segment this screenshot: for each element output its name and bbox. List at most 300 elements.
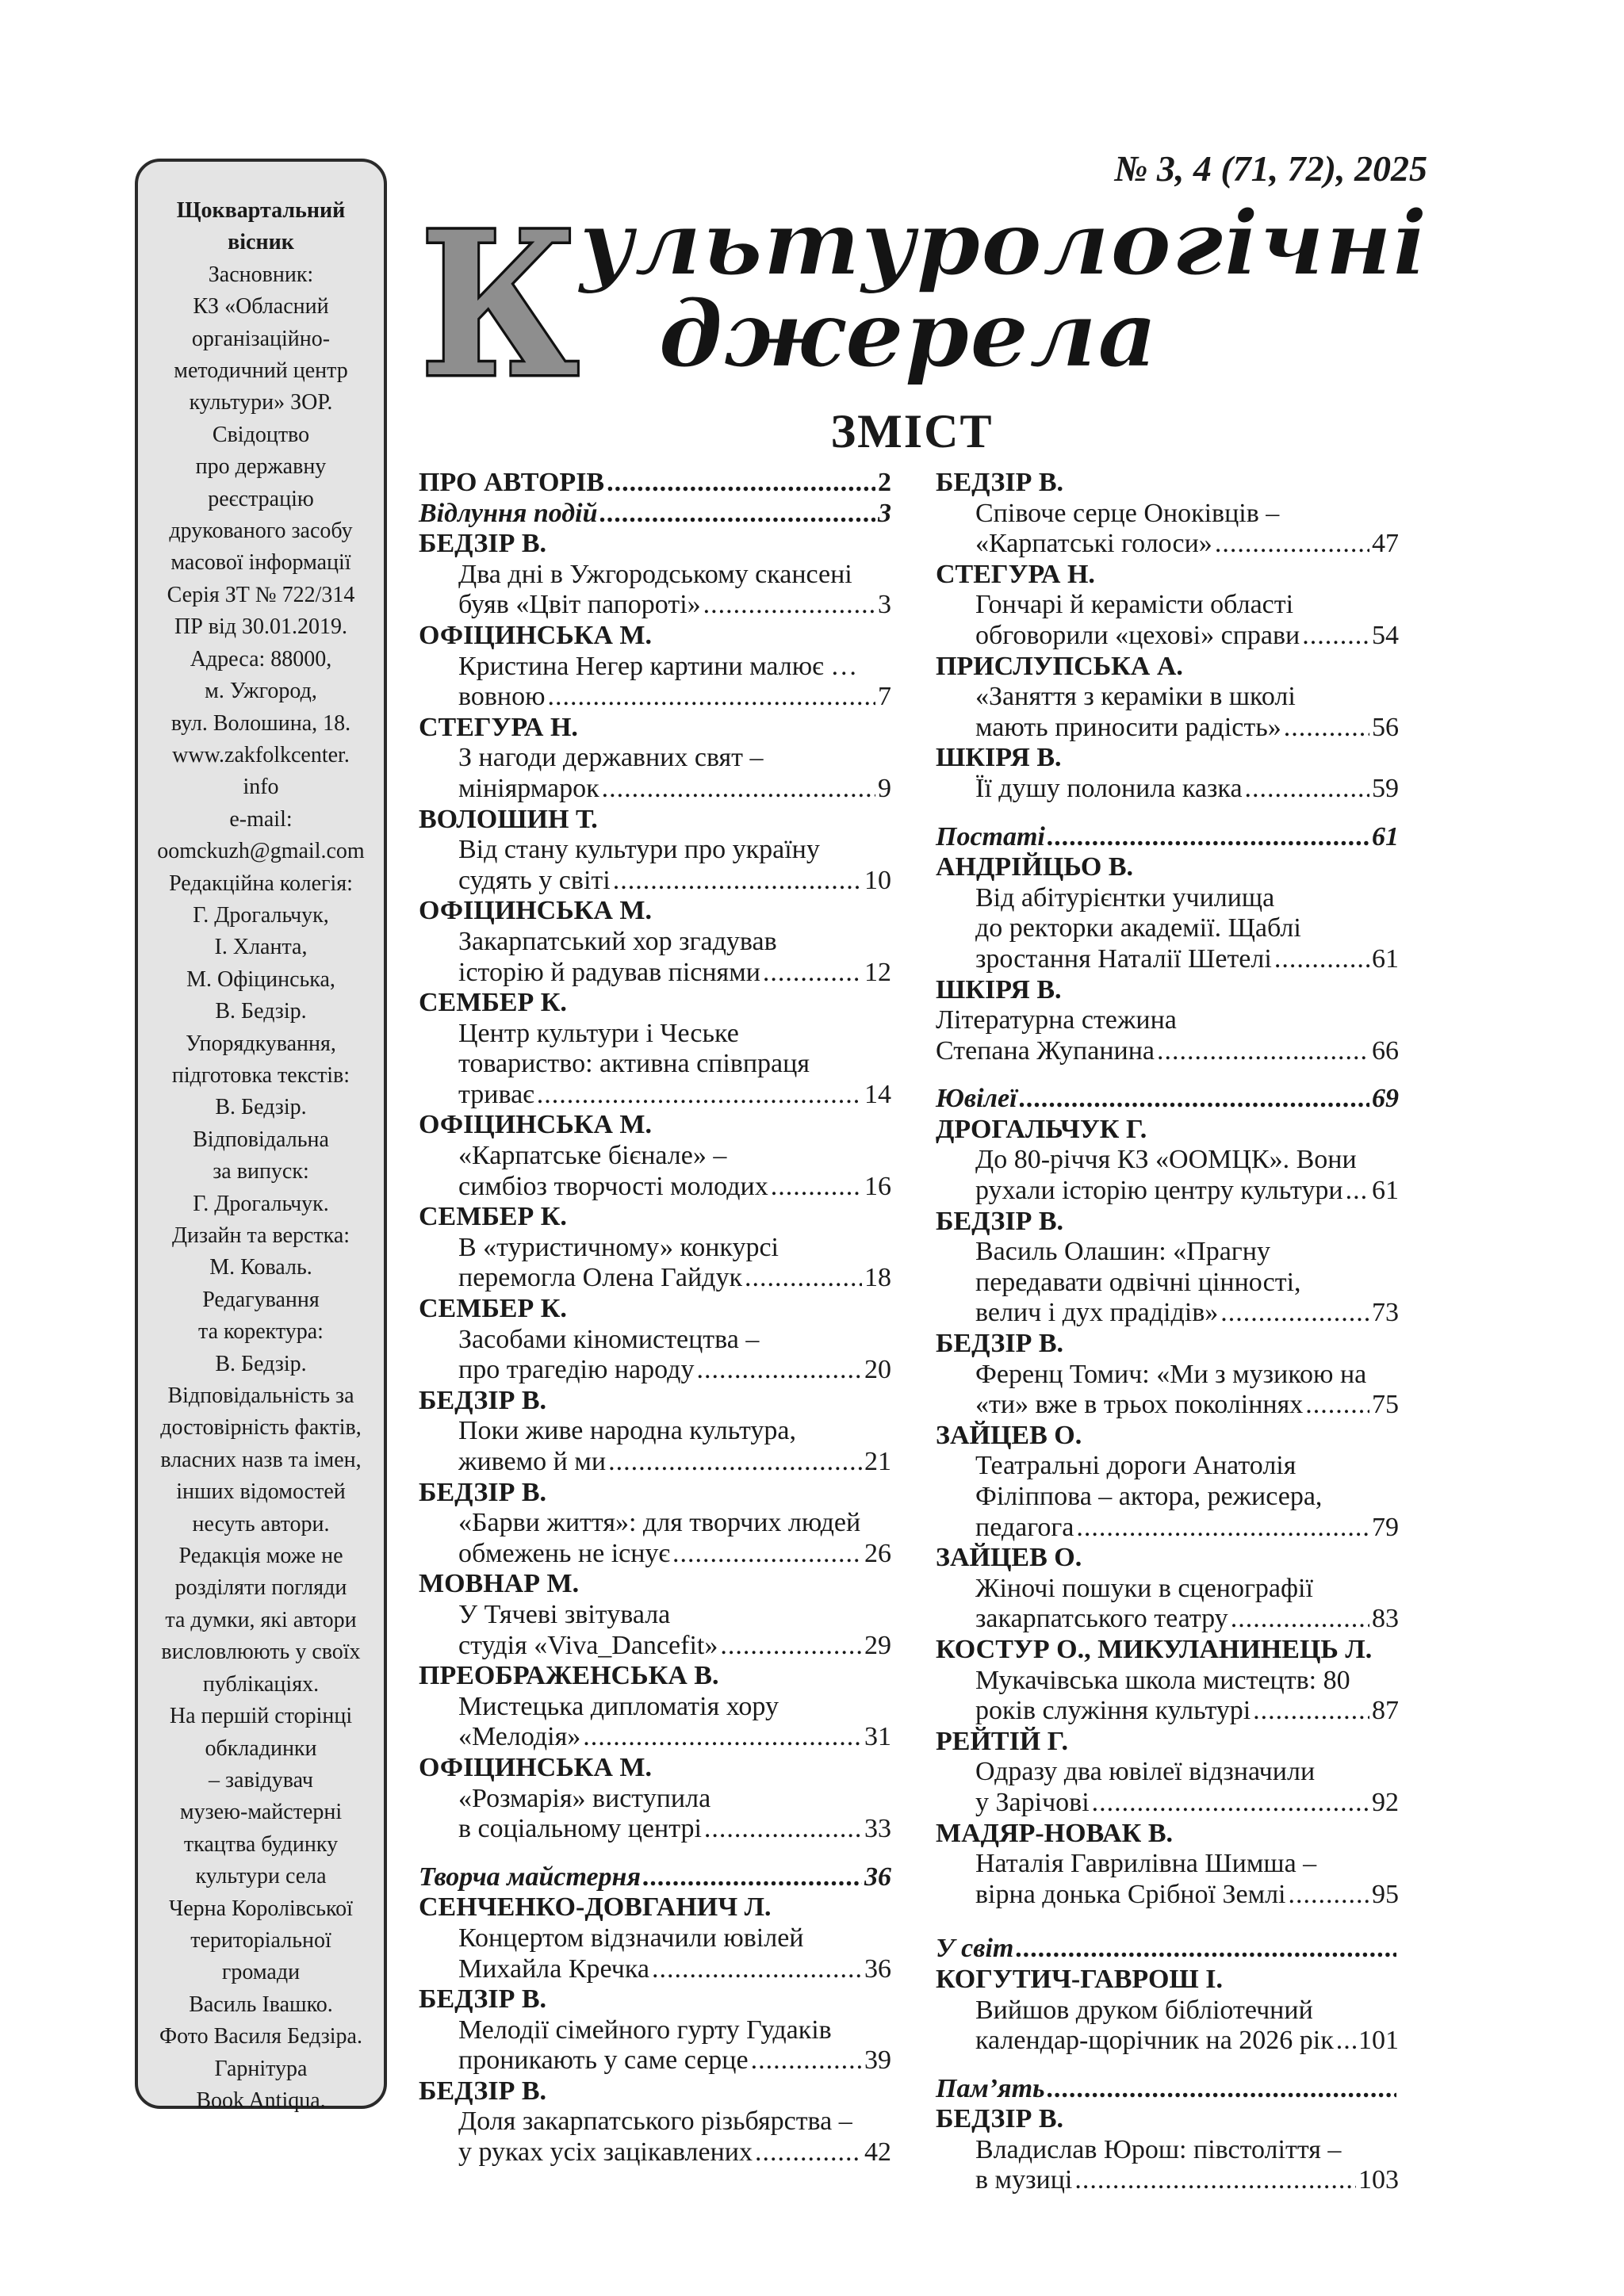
toc-page-number: 66 <box>1372 1035 1399 1066</box>
masthead-line: достовірність фактів, <box>160 1415 362 1441</box>
toc-entry-text: в соціальному центрі <box>458 1814 702 1844</box>
toc-author: БЕДЗІР В. <box>419 2076 547 2106</box>
toc-column-right <box>936 468 1399 2196</box>
toc-article-title: Мукачівська школа мистецтв: 80 <box>975 1665 1350 1695</box>
masthead-line: та коректура: <box>198 1319 324 1345</box>
dot-leader <box>1289 1880 1370 1911</box>
toc-author: ШКІРЯ В. <box>936 974 1062 1004</box>
dot-leader <box>547 682 875 713</box>
dot-leader <box>1016 1934 1396 1965</box>
toc-article-title <box>936 621 1399 652</box>
toc-article-title <box>419 1954 891 1985</box>
toc-author: АНДРІЙЦЬО В. <box>936 852 1134 882</box>
toc-article-title <box>936 529 1399 560</box>
toc-article-title: Літературна стежина <box>936 1005 1177 1035</box>
toc-entry-text: Її душу полонила казка <box>975 773 1243 803</box>
toc-entry-text: Ювілеї <box>936 1084 1017 1114</box>
masthead-line: м. Ужгород, <box>205 679 317 704</box>
logo-line-1: ультурологічні <box>576 198 1428 296</box>
toc-article-title: передавати одвічні цінності, <box>975 1267 1301 1297</box>
toc-author: СЕМБЕР К. <box>419 1294 567 1324</box>
masthead-line: Щоквартальний <box>176 198 346 223</box>
toc-entry-text: календар-щорічник на 2026 рік <box>975 2026 1334 2056</box>
toc-entry-text: вовною <box>458 682 546 712</box>
toc-author: БЕДЗІР В. <box>419 1385 547 1415</box>
dot-leader <box>1346 1176 1369 1207</box>
dot-leader <box>1336 2026 1356 2057</box>
toc-article-title <box>419 1631 891 1662</box>
toc-author: СТЕГУРА Н. <box>936 559 1095 589</box>
masthead-line: info <box>243 775 279 800</box>
toc-article-title <box>419 1722 891 1753</box>
toc-article-title: Закарпатський хор згадував <box>458 926 777 956</box>
toc-entry-text: у руках усіх зацікавлених <box>458 2137 753 2168</box>
masthead-line: інших відомостей <box>176 1479 346 1505</box>
toc-entry-text: судять у світі <box>458 865 611 895</box>
toc-entry-text: «Мелодія» <box>458 1722 581 1752</box>
toc-entry-text: зростання Наталії Шетелі <box>975 943 1272 974</box>
toc-column-left <box>419 468 891 2168</box>
toc-page-number: 21 <box>864 1447 891 1476</box>
toc-article-title: Від абітурієнтки училища <box>975 882 1275 913</box>
masthead-line: КЗ «Обласний <box>193 294 329 320</box>
toc-article-title: До 80-річчя КЗ «ООМЦК». Вони <box>975 1145 1357 1175</box>
toc-entry-text: буяв «Цвіт папороті» <box>458 590 701 620</box>
toc-article-title: Два дні в Ужгородському скансені <box>458 559 852 589</box>
toc-page-number: 29 <box>864 1630 891 1660</box>
dot-leader <box>763 958 862 989</box>
toc-article-title <box>419 1080 891 1111</box>
toc-entry-text: Пам’ять <box>936 2073 1045 2103</box>
masthead-line: Дизайн та верстка: <box>171 1223 350 1248</box>
toc-page-number: 26 <box>864 1538 891 1568</box>
toc-article-title <box>936 1696 1399 1727</box>
toc-entry-text: У світ <box>936 1934 1014 1964</box>
toc-author: БЕДЗІР В. <box>419 1984 547 2015</box>
toc-author: ЗАЙЦЕВ О. <box>936 1543 1082 1573</box>
toc-article-title <box>419 1447 891 1478</box>
toc-entry-text: Творча майстерня <box>419 1862 641 1892</box>
toc-page-number: 14 <box>864 1079 891 1109</box>
toc-author: ВОЛОШИН Т. <box>419 804 598 834</box>
masthead-line: Упорядкування, <box>186 1031 336 1056</box>
toc-spacer <box>936 1910 1399 1934</box>
toc-article-title <box>936 944 1399 975</box>
toc-page-number: 83 <box>1372 1604 1399 1634</box>
toc-entry-text: у Зарічові <box>975 1787 1090 1817</box>
dot-leader <box>771 1172 862 1203</box>
toc-article-title: Театральні дороги Анатолія <box>975 1451 1297 1481</box>
toc-spacer <box>936 805 1399 822</box>
toc-article-title <box>419 682 891 713</box>
masthead-line: Редакційна колегія: <box>169 871 353 896</box>
dot-leader <box>1245 774 1369 805</box>
toc-article-title: Вийшов друком бібліотечний <box>975 1995 1313 2025</box>
toc-author: СЕМБЕР К. <box>419 1202 567 1232</box>
toc-article-title <box>419 2137 891 2168</box>
toc-page-number: 7 <box>878 682 891 712</box>
toc-entry-text: «Карпатські голоси» <box>975 529 1212 559</box>
dot-leader <box>1157 1036 1369 1067</box>
dot-leader <box>1048 822 1369 853</box>
toc-author: СТЕГУРА Н. <box>419 712 578 742</box>
toc-page-number: 87 <box>1372 1696 1399 1726</box>
toc-entry-text: студія «Viva_Dancefit» <box>458 1630 718 1660</box>
toc-author: СЕНЧЕНКО-ДОВГАНИЧ Л. <box>419 1892 772 1923</box>
masthead-line: територіальної <box>190 1927 331 1953</box>
toc-page-number: 10 <box>864 865 891 895</box>
masthead-line: за випуск: <box>213 1159 309 1184</box>
masthead-line: та думки, які автори <box>165 1607 357 1632</box>
dot-leader <box>1231 1604 1369 1635</box>
toc-author: ОФІЦИНСЬКА М. <box>419 620 652 650</box>
toc-article-title: В «туристичному» конкурсі <box>458 1232 779 1262</box>
journal-logo <box>420 198 1435 388</box>
toc-author: ОФІЦИНСЬКА М. <box>419 1110 652 1140</box>
toc-article-title <box>419 774 891 805</box>
toc-article-title: Жіночі пошуки в сценографії <box>975 1573 1313 1603</box>
masthead-line: Свідоцтво <box>212 422 310 447</box>
toc-article-title <box>419 958 891 989</box>
toc-entry-text: Постаті <box>936 821 1045 851</box>
dot-leader <box>755 2137 862 2168</box>
toc-entry-text: років служіння культурі <box>975 1696 1251 1726</box>
toc-author: СЕМБЕР К. <box>419 988 567 1018</box>
toc-article-title <box>936 1390 1399 1421</box>
toc-article-title <box>936 1176 1399 1207</box>
dot-leader <box>1253 1696 1369 1727</box>
dot-leader <box>1020 1084 1369 1115</box>
toc-author: ПРИСЛУПСЬКА А. <box>936 651 1183 681</box>
masthead-line: Г. Дрогальчук. <box>193 1191 329 1216</box>
toc-section-heading <box>419 499 891 530</box>
masthead-line: Василь Івашко. <box>189 1992 333 2017</box>
toc-entry-text: велич і дух прадідів» <box>975 1298 1219 1328</box>
dot-leader <box>602 774 875 805</box>
masthead-line: В. Бедзір. <box>215 1095 307 1120</box>
toc-author <box>419 468 891 499</box>
toc-author: ОФІЦИНСЬКА М. <box>419 1752 652 1782</box>
toc-page-number: 56 <box>1372 712 1399 742</box>
toc-article-title: до ректорки академії. Щаблі <box>975 913 1301 943</box>
toc-author: МАДЯР-НОВАК В. <box>936 1818 1173 1848</box>
toc-article-title <box>419 1814 891 1845</box>
journal-logo-graphic <box>420 198 1435 388</box>
masthead-line: І. Хланта, <box>214 935 308 960</box>
masthead-line: про державну <box>195 454 327 480</box>
toc-article-title: З нагоди державних свят – <box>458 743 764 773</box>
issue-number: № 3, 4 (71, 72), 2025 <box>1114 148 1427 189</box>
masthead-line: громади <box>221 1960 301 1985</box>
toc-page-number: 61 <box>1372 943 1399 974</box>
toc-page-number: 36 <box>864 1862 891 1892</box>
toc-page-number: 75 <box>1372 1390 1399 1420</box>
toc-author: БЕДЗІР В. <box>936 2104 1064 2134</box>
toc-author: ДРОГАЛЬЧУК Г. <box>936 1114 1147 1144</box>
masthead-line: В. Бедзір. <box>215 999 307 1024</box>
toc-page-number: 2 <box>878 468 891 497</box>
masthead-line: музею-майстерні <box>179 1800 343 1825</box>
masthead-line: М. Офіцинська, <box>186 966 335 992</box>
toc-entry-text: триває <box>458 1079 534 1109</box>
masthead-line: висловлюють у своїх <box>161 1640 361 1665</box>
dot-leader <box>696 1355 862 1386</box>
toc-entry-text: симбіоз творчості молодих <box>458 1171 768 1201</box>
masthead-line: Г. Дрогальчук, <box>193 902 329 928</box>
masthead-line: публікаціях. <box>202 1671 320 1697</box>
toc-author: ШКІРЯ В. <box>936 743 1062 773</box>
toc-article-title <box>936 713 1399 744</box>
toc-page-number: 31 <box>864 1722 891 1752</box>
toc-entry-text: історію й радував піснями <box>458 957 760 987</box>
dot-leader <box>643 1862 862 1893</box>
toc-article-title: Наталія Гаврилівна Шимша – <box>975 1849 1317 1879</box>
dot-leader <box>600 499 875 530</box>
masthead-line: Редагування <box>202 1287 320 1312</box>
toc-author: КОГУТИЧ-ГАВРОШ І. <box>936 1964 1223 1994</box>
toc-article-title <box>419 1355 891 1386</box>
toc-spacer <box>936 1066 1399 1084</box>
toc-entry-text: в музиці <box>975 2165 1073 2195</box>
masthead-line: організаційно- <box>191 326 331 351</box>
toc-article-title: товариство: активна співпраця <box>458 1049 810 1079</box>
toc-spacer <box>936 2057 1399 2074</box>
masthead-line: На першій сторінці <box>169 1704 353 1729</box>
toc-page-number: 61 <box>1372 821 1399 851</box>
toc-page-number: 3 <box>878 590 891 620</box>
dot-leader <box>652 1954 862 1985</box>
toc-entry-text: закарпатського театру <box>975 1604 1228 1634</box>
toc-article-title: Засобами кіномистецтва – <box>458 1324 760 1354</box>
toc-article-title: Одразу два ювілеї відзначили <box>975 1757 1316 1787</box>
toc-entry-text: Відлуння подій <box>419 498 598 528</box>
toc-page-number: 20 <box>864 1355 891 1385</box>
toc-article-title: Співоче серце Оноківців – <box>975 498 1280 528</box>
toc-article-title: Поки живе народна культура, <box>458 1416 797 1446</box>
dot-leader <box>1220 1298 1369 1329</box>
masthead-line: обкладинки <box>205 1735 317 1761</box>
masthead-line: Відповідальна <box>193 1127 329 1152</box>
toc-article-title <box>419 2045 891 2076</box>
masthead-line: Адреса: 88000, <box>190 646 332 672</box>
toc-article-title: Філіппова – актора, режисера, <box>975 1482 1323 1511</box>
toc-entry-text: вірна донька Срібної Землі <box>975 1879 1286 1909</box>
toc-entry-text: «ти» вже в трьох поколіннях <box>975 1390 1304 1420</box>
masthead-line: Черна Королівської <box>169 1896 353 1921</box>
dot-leader <box>751 2045 862 2076</box>
toc-article-title: Владислав Юрош: півстоліття – <box>975 2134 1342 2164</box>
toc-page-number: 61 <box>1372 1176 1399 1206</box>
masthead-line: розділяти погляди <box>174 1575 347 1601</box>
dot-leader <box>703 590 875 621</box>
toc-article-title: Мистецька дипломатія хору <box>458 1691 779 1721</box>
toc-entry-text: рухали історію центру культури <box>975 1176 1343 1206</box>
toc-page-number: 33 <box>864 1814 891 1844</box>
toc-article-title: Доля закарпатського різьбярства – <box>458 2107 852 2137</box>
dot-leader <box>607 468 875 499</box>
toc-section-heading <box>419 1862 891 1893</box>
dot-leader <box>1305 1390 1369 1421</box>
masthead-line: Фото Василя Бедзіра. <box>159 2024 362 2049</box>
toc-author: РЕЙТІЙ Г. <box>936 1726 1069 1756</box>
toc-article-title <box>936 1036 1399 1067</box>
masthead-line: вул. Волошина, 18. <box>170 710 351 736</box>
toc-article-title <box>419 1539 891 1570</box>
masthead-line: oomckuzh@gmail.com <box>157 839 365 864</box>
toc-entry-text: перемогла Олена Гайдук <box>458 1263 742 1293</box>
toc-article-title: Кристина Негер картини малює … <box>458 651 858 681</box>
toc-article-title <box>936 1604 1399 1635</box>
toc-author: МОВНАР М. <box>419 1569 580 1599</box>
toc-author: БЕДЗІР В. <box>419 1477 547 1507</box>
dot-leader <box>704 1814 862 1845</box>
toc-page-number: 69 <box>1372 1084 1399 1114</box>
toc-page-number: 92 <box>1372 1787 1399 1817</box>
toc-author: БЕДЗІР В. <box>936 1206 1064 1236</box>
toc-article-title: Мелодії сімейного гурту Гудаків <box>458 2015 832 2045</box>
toc-page-number: 42 <box>864 2137 891 2168</box>
toc-page-number: 103 <box>1358 2165 1399 2195</box>
dot-leader <box>613 866 862 897</box>
toc-article-title: Від стану культури про україну <box>458 835 820 865</box>
masthead-line: М. Коваль. <box>209 1255 312 1280</box>
masthead-box <box>135 159 387 2113</box>
masthead-line: методичний центр <box>174 358 348 384</box>
dot-leader <box>1076 1513 1369 1544</box>
toc-page-number: 59 <box>1372 773 1399 803</box>
toc-page-number: 47 <box>1372 529 1399 559</box>
toc-page-number: 95 <box>1372 1879 1399 1909</box>
dot-leader <box>1302 621 1369 652</box>
toc-article-title <box>936 1788 1399 1819</box>
toc-section-heading <box>936 822 1399 853</box>
toc-article-title <box>419 866 891 897</box>
toc-article-title <box>936 1513 1399 1544</box>
masthead-line: власних назв та імен, <box>160 1447 362 1472</box>
masthead-line: Редакція може не <box>178 1544 343 1569</box>
masthead-line: культури» ЗОР. <box>189 390 333 415</box>
masthead-line: масової інформації <box>170 550 351 576</box>
masthead-line: ткацтва будинку <box>183 1831 339 1857</box>
toc-section-heading <box>936 2074 1399 2105</box>
toc-article-title: Василь Олашин: «Прагну <box>975 1237 1270 1267</box>
toc-article-title <box>936 1880 1399 1911</box>
toc-entry-text: Михайла Кречка <box>458 1954 649 1984</box>
masthead-line: В. Бедзір. <box>215 1351 307 1376</box>
masthead-line: вісник <box>228 230 294 255</box>
toc-entry-text: мають приносити радість» <box>975 712 1281 742</box>
toc-entry-text: педагога <box>975 1512 1074 1542</box>
toc-page-number: 36 <box>864 1954 891 1984</box>
toc-article-title: Гончарі й керамісти області <box>975 590 1294 620</box>
dot-leader <box>1048 2074 1396 2105</box>
toc-section-heading <box>936 1084 1399 1115</box>
toc-author: БЕДЗІР В. <box>936 1329 1064 1359</box>
toc-article-title <box>419 1263 891 1294</box>
masthead-line: Засновник: <box>208 262 314 287</box>
masthead-line: ПР від 30.01.2019. <box>174 614 348 640</box>
masthead-line: – завідувач <box>209 1767 313 1793</box>
dot-leader <box>672 1539 862 1570</box>
toc-article-title: «Заняття з кераміки в школі <box>975 682 1296 712</box>
dot-leader <box>608 1447 862 1478</box>
toc-author: БЕДЗІР В. <box>419 529 547 559</box>
toc-page-number: 3 <box>878 498 891 528</box>
toc-author: БЕДЗІР В. <box>936 468 1064 497</box>
dot-leader <box>745 1263 862 1294</box>
toc-article-title: Ференц Томич: «Ми з музикою на <box>975 1359 1367 1389</box>
toc-article-title <box>936 774 1399 805</box>
masthead-line: e-mail: <box>229 806 293 832</box>
toc-title: ЗМІСТ <box>830 405 994 457</box>
toc-entry-text: мініярмарок <box>458 773 599 803</box>
toc-article-title: Концертом відзначили ювілей <box>458 1923 804 1953</box>
toc-page-number: 73 <box>1372 1298 1399 1328</box>
toc-page-number: 79 <box>1372 1512 1399 1542</box>
logo-line-2: джерела <box>658 281 1158 388</box>
dot-leader <box>537 1080 862 1111</box>
masthead-line: друкованого засобу <box>169 519 353 544</box>
toc-page-number: 12 <box>864 957 891 987</box>
masthead-line: Book Antiqua. <box>196 2087 326 2113</box>
toc-entry-text: обговорили «цехові» справи <box>975 620 1300 650</box>
masthead-line: культури села <box>195 1864 327 1889</box>
masthead-line: несуть автори. <box>192 1511 330 1536</box>
dot-leader <box>720 1631 862 1662</box>
toc-page-number: 101 <box>1358 2026 1399 2056</box>
dot-leader <box>1274 944 1369 975</box>
dot-leader <box>1092 1788 1369 1819</box>
toc-page-number: 9 <box>878 773 891 803</box>
toc-section-heading <box>936 1934 1399 1965</box>
masthead-line: реєстрацію <box>208 486 314 511</box>
logo-initial-letter: К <box>420 198 579 388</box>
toc-page-number: 54 <box>1372 620 1399 650</box>
toc-spacer <box>419 1845 891 1862</box>
dot-leader <box>1074 2165 1356 2196</box>
toc-author: ЗАЙЦЕВ О. <box>936 1420 1082 1450</box>
toc-article-title <box>419 590 891 621</box>
toc-author: ПРЕОБРАЖЕНСЬКА В. <box>419 1661 719 1691</box>
dot-leader <box>583 1722 862 1753</box>
toc-entry-text: обмежень не існує <box>458 1538 671 1568</box>
toc-entry-text: ПРО АВТОРІВ <box>419 468 605 497</box>
toc-article-title <box>936 2165 1399 2196</box>
toc-author: ОФІЦИНСЬКА М. <box>419 896 652 926</box>
toc-article-title: «Барви життя»: для творчих людей <box>458 1508 861 1538</box>
masthead-line: Відповідальність за <box>167 1383 354 1409</box>
masthead-line: www.zakfolkcenter. <box>172 742 350 767</box>
dot-leader <box>1284 713 1369 744</box>
masthead-line: Гарнітура <box>214 2056 308 2081</box>
toc-entry-text: проникають у саме серце <box>458 2045 749 2076</box>
toc-page-number: 18 <box>864 1263 891 1293</box>
masthead-line: підготовка текстів: <box>171 1062 350 1088</box>
toc-author: КОСТУР О., МИКУЛАНИНЕЦЬ Л. <box>936 1634 1373 1664</box>
toc-article-title <box>936 1298 1399 1329</box>
toc-entry-text: Степана Жупанина <box>936 1035 1155 1066</box>
toc-article-title <box>419 1172 891 1203</box>
toc-article-title: У Тячеві звітувала <box>458 1599 671 1629</box>
dot-leader <box>1215 529 1369 560</box>
toc-page-number: 39 <box>864 2045 891 2076</box>
toc-article-title: «Карпатське бієнале» – <box>458 1141 727 1171</box>
masthead-line: Серія ЗТ № 722/314 <box>167 582 355 607</box>
toc-entry-text: живемо й ми <box>458 1447 607 1476</box>
toc-article-title: Центр культури і Чеське <box>458 1018 739 1048</box>
toc-entry-text: про трагедію народу <box>458 1355 695 1385</box>
toc-article-title <box>936 2026 1399 2057</box>
